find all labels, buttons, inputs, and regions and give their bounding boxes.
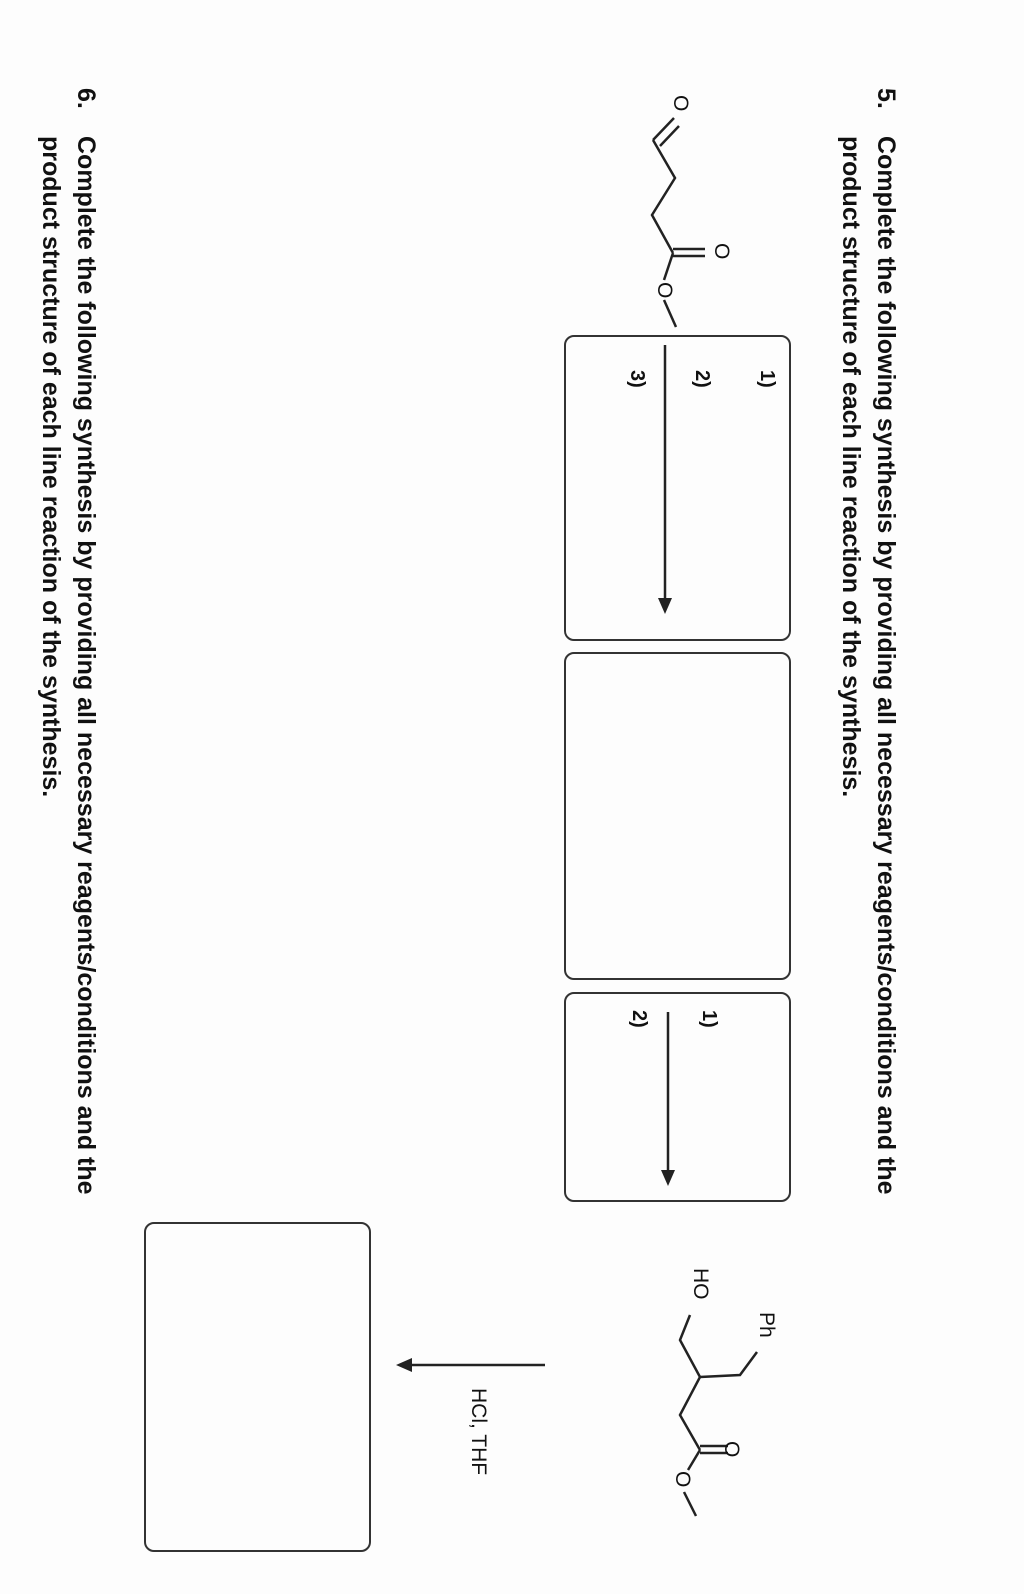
step1-label-3: 3): [626, 370, 648, 388]
phenyl-label: Ph: [755, 1312, 778, 1338]
question-text-line2: product structure of each line reaction of the synthesis.: [837, 136, 865, 798]
step2-label-1: 1): [698, 1010, 720, 1028]
product-carbonyl-oxygen-label: O: [720, 1441, 743, 1458]
question-text-line2: product structure of each line reaction of the synthesis.: [37, 136, 65, 798]
hydroxyl-label: HO: [689, 1268, 712, 1300]
arrowhead-final: [396, 1358, 412, 1372]
question-number: 5.: [872, 88, 900, 109]
step1-label-1: 1): [756, 370, 778, 388]
product-ester-oxygen-label: O: [671, 1471, 694, 1488]
question-number: 6.: [72, 88, 100, 109]
question-text-line1: Complete the following synthesis by providing all necessary reagents/conditions and the: [872, 136, 900, 1195]
aldehyde-oxygen-label: O: [669, 95, 692, 112]
step2-label-2: 2): [628, 1010, 650, 1028]
ester-oxygen-label: O: [653, 282, 676, 299]
ester-carbonyl-oxygen-label: O: [710, 243, 733, 260]
hcl-thf-conditions: HCl, THF: [467, 1388, 490, 1476]
arrowhead-step1: [658, 598, 672, 614]
arrowhead-step2: [661, 1170, 675, 1186]
step1-label-2: 2): [691, 370, 713, 388]
question-text-line1: Complete the following synthesis by providing all necessary reagents/conditions and the: [72, 136, 100, 1195]
